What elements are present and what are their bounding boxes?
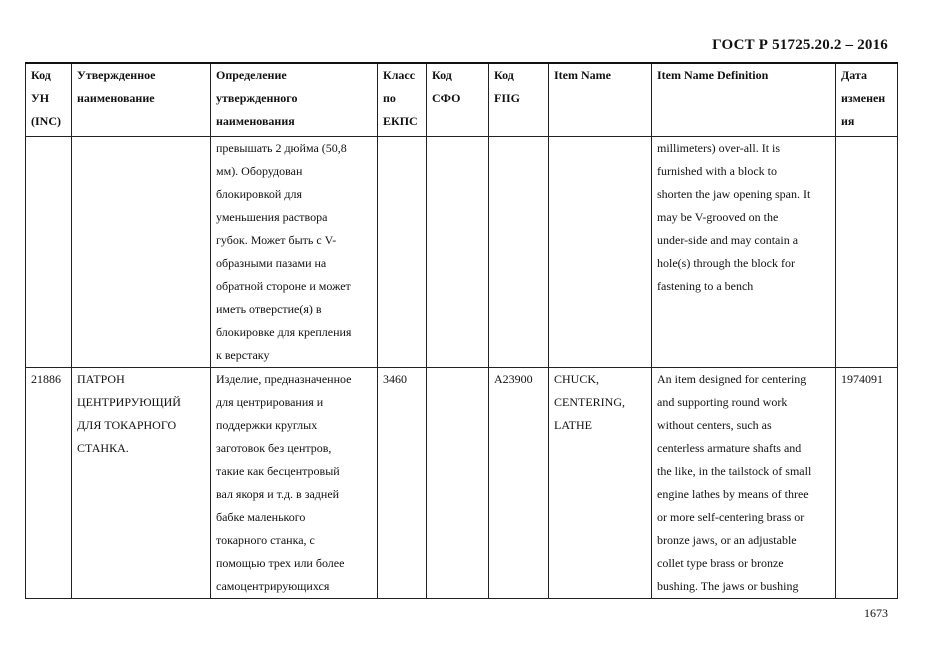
cell-date <box>836 137 898 368</box>
cell-ekps-class <box>378 137 427 368</box>
cell-inc <box>26 137 72 368</box>
nomenclature-table <box>25 62 898 599</box>
cell-sfo-code <box>427 368 489 599</box>
cell-date: 1974091 <box>836 368 898 599</box>
table-row <box>26 368 898 599</box>
column-header-ekps-class: Класс по ЕКПС <box>378 63 427 137</box>
cell-ekps-class: 3460 <box>378 368 427 599</box>
column-header-date: Дата изменен ия <box>836 63 898 137</box>
column-header-item-name: Item Name <box>549 63 652 137</box>
cell-definition: Изделие, предназначенное для центрирования и поддержки круглых заготовок без центров, такие как бесцентровый вал якоря и т.д. в задней бабке маленького токарного станка, с помощью трех или более самоцентрирующихся <box>211 368 378 599</box>
cell-item-definition: An item designed for centering and supporting round work without centers, such as centerless armature shafts and the like, in the tailstock of small engine lathes by means of three or more self-centering brass or bronze jaws, or an adjustable collet type brass or bronze bushing. The jaws or bushing <box>652 368 836 599</box>
column-header-definition: Определение утвержденного наименования <box>211 63 378 137</box>
cell-fiig-code <box>489 137 549 368</box>
cell-item-definition: millimeters) over-all. It is furnished with a block to shorten the jaw opening span. It may be V-grooved on the under-side and may contain a hole(s) through the block for fastening to a bench <box>652 137 836 368</box>
cell-approved-name: ПАТРОН ЦЕНТРИРУЮЩИЙ ДЛЯ ТОКАРНОГО СТАНКА. <box>72 368 211 599</box>
cell-item-name <box>549 137 652 368</box>
column-header-inc: Код УН (INC) <box>26 63 72 137</box>
column-header-sfo-code: Код СФО <box>427 63 489 137</box>
cell-approved-name <box>72 137 211 368</box>
cell-item-name: CHUCK, CENTERING, LATHE <box>549 368 652 599</box>
column-header-approved-name: Утвержденное наименование <box>72 63 211 137</box>
page-number: 1673 <box>864 606 888 620</box>
table-header-row <box>26 63 898 137</box>
cell-definition: превышать 2 дюйма (50,8 мм). Оборудован блокировкой для уменьшения раствора губок. Может быть с V- образными пазами на обратной стороне и может иметь отверстие(я) в блокировке для крепления к верстаку <box>211 137 378 368</box>
table-row <box>26 137 898 368</box>
column-header-item-definition: Item Name Definition <box>652 63 836 137</box>
cell-inc: 21886 <box>26 368 72 599</box>
document-id: ГОСТ Р 51725.20.2 – 2016 <box>712 37 888 53</box>
cell-sfo-code <box>427 137 489 368</box>
column-header-fiig-code: Код FIIG <box>489 63 549 137</box>
cell-fiig-code: A23900 <box>489 368 549 599</box>
